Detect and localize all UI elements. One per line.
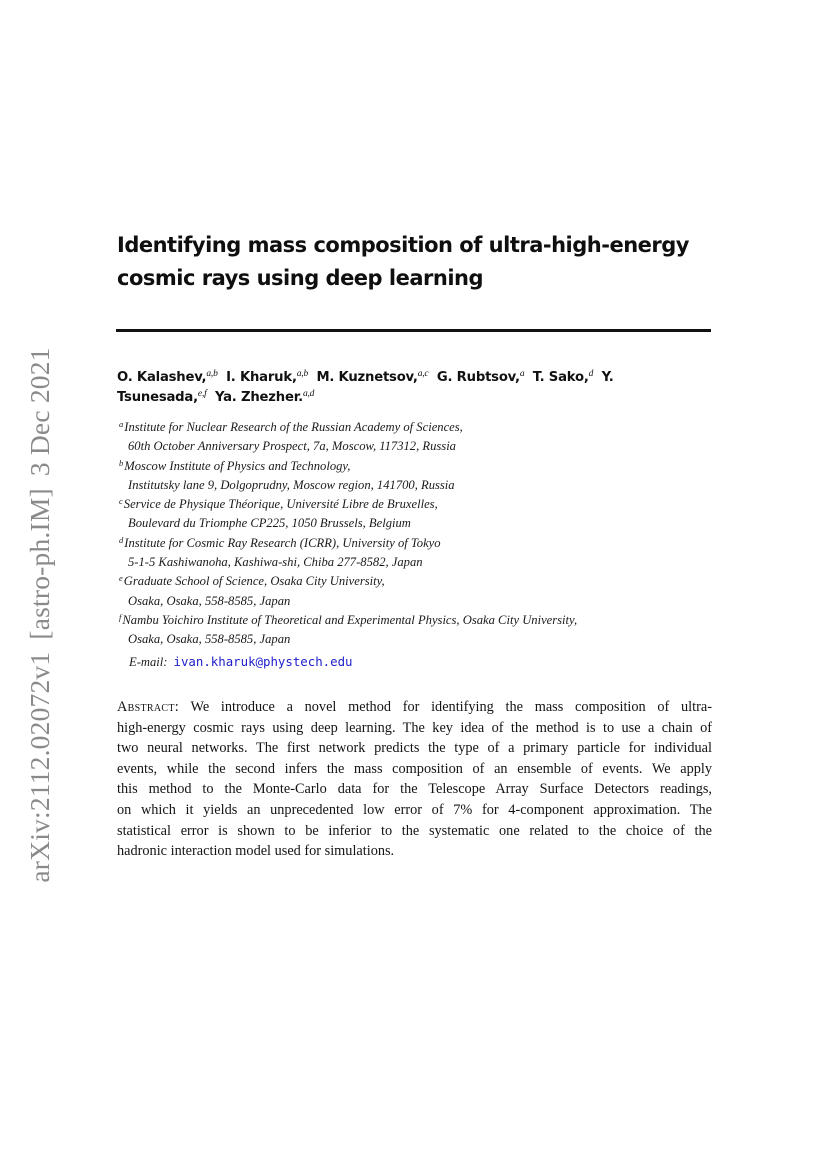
author-affil-mark: a,b (206, 369, 218, 379)
author-affil-mark: a,b (296, 369, 309, 379)
abstract-heading: Abstract: (117, 699, 180, 715)
affiliation-line: Institute for Nuclear Research of the Russian Academy of Sciences, (124, 420, 463, 434)
abstract-line: this method to the Monte-Carlo data for the Telescope Array Surface Detectors readings, (117, 781, 712, 798)
author-affil-mark: a,c (417, 369, 429, 379)
email-label: E-mail: (129, 655, 168, 669)
author-name: Tsunesada, (117, 390, 198, 405)
abstract-line: two neural networks. The first network predicts the type of a primary particle for individual (117, 740, 712, 757)
affiliation-mark: c (119, 496, 123, 507)
title-line: Identifying mass composition of ultra-high-energy (117, 233, 689, 257)
author-list (117, 368, 717, 408)
title-rule (116, 329, 711, 332)
author-line (117, 368, 717, 388)
arxiv-stamp (24, 347, 56, 882)
abstract-line: statistical error is shown to be inferior to the systematic one related to the choice of the (117, 822, 712, 839)
affiliation-line: 60th October Anniversary Prospect, 7a, Moscow, 117312, Russia (128, 439, 456, 454)
affiliation-line: 5-1-5 Kashiwanoha, Kashiwa-shi, Chiba 277-8582, Japan (128, 555, 423, 570)
author-name: Y. (601, 370, 614, 385)
email-link[interactable]: ivan.kharuk@phystech.edu (173, 654, 353, 669)
affiliation-line: Nambu Yoichiro Institute of Theoretical and Experimental Physics, Osaka City University, (122, 612, 578, 627)
abstract-line: on which it yields an unprecedented low error of 7% for 4-component approximation. The (117, 801, 712, 818)
author-affil-mark: a,d (302, 389, 315, 399)
arxiv-date: 3 Dec 2021 (24, 347, 55, 477)
affiliation-mark: a (119, 419, 124, 429)
affiliation-mark: b (119, 457, 124, 468)
abstract-line: high-energy cosmic rays using deep learning. The key idea of the method is to use a chain of (117, 719, 712, 736)
abstract-line: events, while the second infers the mass composition of an ensemble of events. We apply (117, 760, 712, 777)
affiliation-mark: f (119, 611, 122, 622)
affiliation-line: Institute for Cosmic Ray Research (ICRR), University of Tokyo (124, 535, 441, 550)
author-name: M. Kuznetsov, (316, 370, 418, 385)
email-block (129, 654, 353, 670)
affiliation-mark: d (119, 534, 124, 545)
affiliation-line: Graduate School of Science, Osaka City University, (123, 574, 385, 589)
affiliation-line: Service de Physique Théorique, Université Libre de Bruxelles, (123, 497, 438, 512)
abstract-line: hadronic interaction model used for simulations. (117, 843, 395, 860)
affiliation-a (119, 418, 719, 457)
affiliation-line: Osaka, Osaka, 558-8585, Japan (128, 593, 291, 608)
arxiv-category: [astro-ph.IM] (24, 488, 55, 640)
author-name: I. Kharuk, (226, 370, 297, 385)
affiliation-e (119, 572, 719, 611)
affiliation-line: Osaka, Osaka, 558-8585, Japan (128, 632, 291, 647)
affiliation-line: Moscow Institute of Physics and Technology, (124, 458, 351, 473)
author-name: G. Rubtsov, (436, 370, 520, 385)
author-name: Ya. Zhezher. (214, 390, 303, 405)
affiliation-mark: e (119, 573, 123, 584)
affiliation-d (119, 534, 719, 573)
author-affil-mark: a (519, 369, 525, 379)
arxiv-id: arXiv:2112.02072v1 (24, 651, 55, 883)
affiliation-line: Boulevard du Triomphe CP225, 1050 Brussels, Belgium (128, 516, 411, 531)
author-affil-mark: d (588, 369, 594, 379)
author-name: O. Kalashev, (117, 370, 207, 385)
affiliation-b (119, 457, 719, 496)
affiliation-line: Institutsky lane 9, Dolgoprudny, Moscow region, 141700, Russia (128, 477, 455, 492)
title-line: cosmic rays using deep learning (117, 266, 483, 290)
author-affil-mark: e,f (197, 389, 207, 399)
abstract-line: Abstract: We introduce a novel method for identifying the mass composition of ultra- (117, 699, 712, 715)
paper-title (117, 229, 717, 295)
affiliation-f (119, 611, 719, 650)
author-line (117, 388, 717, 408)
author-name: T. Sako, (532, 370, 589, 385)
affiliation-c (119, 495, 719, 534)
abstract (117, 697, 712, 862)
affiliation-list (119, 418, 719, 650)
